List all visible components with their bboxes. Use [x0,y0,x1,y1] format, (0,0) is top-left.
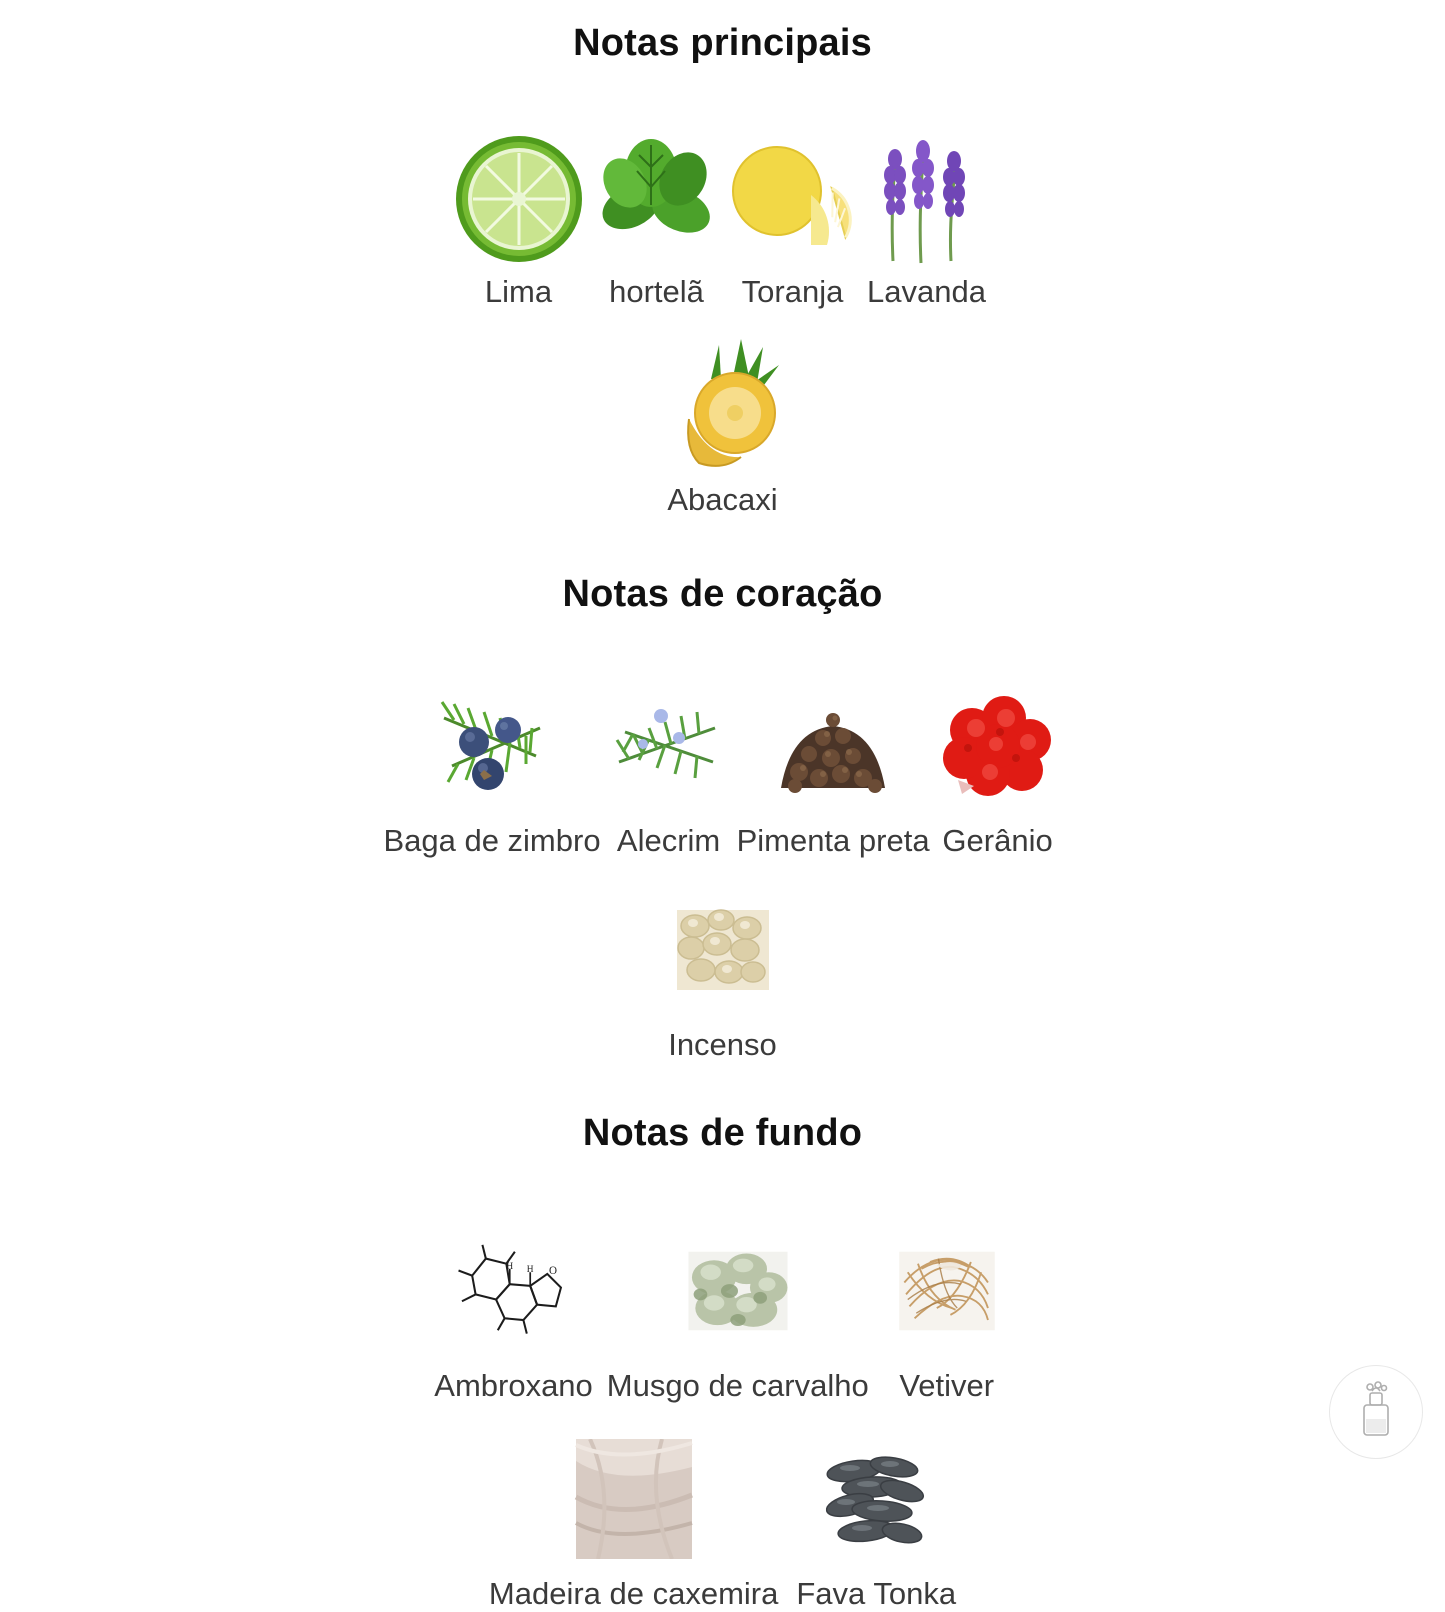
lavender-sprigs-icon [863,123,991,271]
cashmere-fabric-icon [570,1425,698,1573]
note-item-lima[interactable] [455,123,583,309]
frankincense-resin-icon [659,876,787,1024]
note-item-lavanda[interactable] [863,123,991,309]
section-top-notes [0,22,1445,517]
svg-text:H: H [505,1262,513,1273]
notes-row [0,123,1445,309]
notes-row [0,672,1445,858]
note-item-fava-tonka[interactable] [796,1425,956,1611]
lime-half-icon [455,123,583,271]
note-label: Gerânio [942,823,1053,859]
note-item-pimenta-preta[interactable] [737,672,930,858]
svg-text:H: H [526,1265,534,1276]
note-label: Abacaxi [667,482,778,518]
juniper-berry-icon [428,672,556,820]
note-label: Toranja [741,274,844,309]
note-label: Baga de zimbro [383,823,601,859]
note-label: Pimenta preta [736,823,930,859]
svg-text:O: O [548,1265,557,1278]
note-item-baga-de-zimbro[interactable] [383,672,600,858]
note-item-incenso[interactable] [659,876,787,1062]
pineapple-icon [659,331,787,479]
black-pepper-icon [769,672,897,820]
note-label: Madeira de caxemira [488,1576,779,1612]
note-item-vetiver[interactable] [883,1217,1011,1403]
note-label: Musgo de carvalho [606,1368,869,1404]
rosemary-icon [605,672,733,820]
notes-row [0,1217,1445,1403]
note-item-abacaxi[interactable] [659,331,787,517]
note-item-toranja[interactable] [729,123,857,309]
note-label: Alecrim [616,823,721,859]
note-label: hortelã [609,274,704,309]
section-base-notes [0,1112,1445,1611]
section-heart-notes [0,573,1445,1062]
note-label: Vetiver [899,1368,995,1404]
fragrance-notes-page [0,22,1445,1612]
note-item-geranio[interactable] [934,672,1062,858]
note-item-ambroxano[interactable] [434,1217,593,1403]
note-item-madeira-de-caxemira[interactable] [489,1425,778,1611]
note-label: Lima [484,274,553,309]
section-title-base-notes: Notas de fundo [582,1112,863,1155]
tonka-bean-icon [812,1425,940,1573]
mint-leaves-icon [593,123,721,271]
note-label: Lavanda [867,274,986,309]
notes-row [0,1425,1445,1611]
note-label: Fava Tonka [796,1576,957,1612]
notes-row [0,876,1445,1062]
section-title-top-notes: Notas principais [573,22,872,64]
note-item-musgo-de-carvalho[interactable] [607,1217,869,1403]
ambroxan-molecule-icon [450,1217,578,1365]
note-label: Incenso [668,1027,777,1063]
note-label: Ambroxano [434,1368,593,1404]
geranium-flower-icon [934,672,1062,820]
notes-row [0,331,1445,517]
vetiver-roots-icon [883,1217,1011,1365]
grapefruit-icon [729,123,857,271]
note-item-alecrim[interactable] [605,672,733,858]
oakmoss-icon [674,1217,802,1365]
section-title-heart-notes: Notas de coração [562,573,883,616]
note-item-hortela[interactable] [593,123,721,309]
